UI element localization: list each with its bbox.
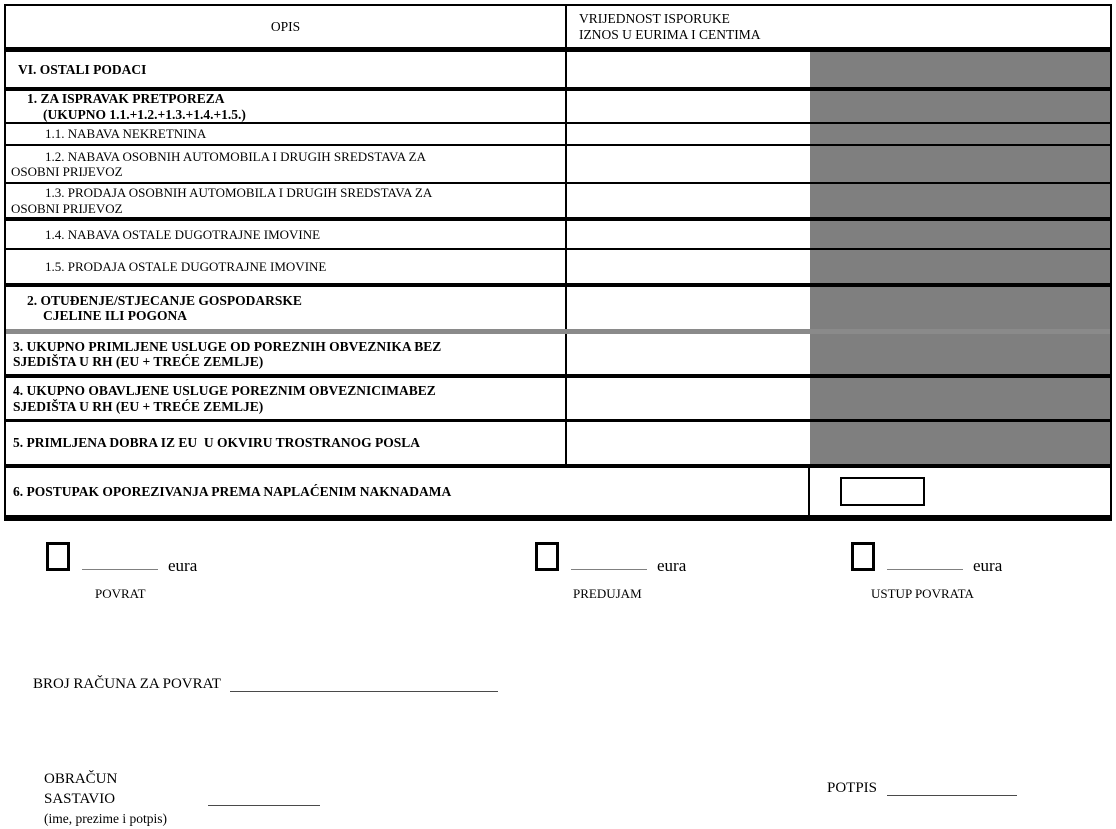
value-cell-4[interactable] (567, 378, 810, 419)
shaded-cell (810, 378, 1110, 419)
row-label-3: 3. UKUPNO PRIMLJENE USLUGE OD POREZNIH OBVEZNIKA BEZ SJEDIŠTA U RH (EU + TREĆE ZEMLJE) (6, 334, 567, 374)
header-value-line2: IZNOS U EURIMA I CENTIMA (579, 26, 761, 42)
advance-group (535, 542, 686, 602)
header-value-line1: VRIJEDNOST ISPORUKE (579, 10, 730, 26)
vat-other-data-table (4, 4, 1112, 521)
header-opis-label: OPIS (270, 18, 301, 34)
row-label-1-4: 1.4. NABAVA OSTALE DUGOTRAJNE IMOVINE (6, 221, 567, 248)
table-row (6, 378, 1110, 422)
povrat-unit-label: eura (168, 556, 198, 575)
table-row (6, 91, 1110, 124)
row6-value-box[interactable] (840, 477, 925, 506)
row-label-1-3: 1.3. PRODAJA OSOBNIH AUTOMOBILA I DRUGIH SREDSTAVA ZA OSOBNI PRIJEVOZ (6, 184, 567, 217)
row-label-2: 2. OTUĐENJE/STJECANJE GOSPODARSKE CJELINE ILI POGONA (6, 287, 567, 329)
table-row (6, 124, 1110, 146)
prepared-by-block (44, 770, 167, 829)
prepared-by-input-line[interactable] (208, 805, 320, 806)
shaded-cell (810, 124, 1110, 144)
table-row (6, 52, 1110, 91)
value-cell-1-3[interactable] (567, 184, 810, 217)
row-label-1-2: 1.2. NABAVA OSOBNIH AUTOMOBILA I DRUGIH SREDSTAVA ZA OSOBNI PRIJEVOZ (6, 146, 567, 182)
value-cell-2[interactable] (567, 287, 810, 329)
row-label-1-5: 1.5. PRODAJA OSTALE DUGOTRAJNE IMOVINE (6, 250, 567, 283)
shaded-cell (810, 334, 1110, 374)
value-cell-1[interactable] (567, 91, 810, 122)
header-opis (6, 6, 567, 47)
value-cell-1-5[interactable] (567, 250, 810, 283)
shaded-cell (810, 91, 1110, 122)
table-row (6, 221, 1110, 250)
value-cell-1-1[interactable] (567, 124, 810, 144)
row-label-5: 5. PRIMLJENA DOBRA IZ EU U OKVIRU TROSTRANOG POSLA (6, 422, 567, 464)
row-label-vi: VI. OSTALI PODACI (6, 52, 567, 87)
shaded-cell (810, 52, 1110, 87)
table-row (6, 334, 1110, 378)
prepared-by-line1: OBRAČUN (44, 771, 118, 787)
signature-row (827, 780, 1017, 797)
ustup-povrata-amount-line[interactable] (887, 569, 963, 570)
table-header-row (6, 6, 1110, 52)
shaded-cell (810, 184, 1110, 217)
table-row (6, 146, 1110, 184)
row-label-6: 6. POSTUPAK OPOREZIVANJA PREMA NAPLAĆENIM NAKNADAMA (6, 468, 810, 515)
predujam-amount-line[interactable] (571, 569, 647, 570)
value-cell-vi[interactable] (567, 52, 810, 87)
shaded-cell (810, 146, 1110, 182)
row-label-4: 4. UKUPNO OBAVLJENE USLUGE POREZNIM OBVEZNICIMABEZ SJEDIŠTA U RH (EU + TREĆE ZEMLJE) (6, 378, 567, 419)
shaded-cell (810, 422, 1110, 464)
shaded-cell (810, 221, 1110, 248)
refund-account-label: BROJ RAČUNA ZA POVRAT (33, 676, 221, 692)
ustup-povrata-label: USTUP POVRATA (871, 586, 974, 601)
table-row (6, 422, 1110, 468)
predujam-label: PREDUJAM (573, 586, 642, 601)
shaded-cell (810, 250, 1110, 283)
povrat-checkbox[interactable] (46, 542, 70, 571)
povrat-amount-line[interactable] (82, 569, 158, 570)
table-row (6, 468, 1110, 515)
predujam-checkbox[interactable] (535, 542, 559, 571)
table-row (6, 287, 1110, 334)
table-row (6, 184, 1110, 221)
row-label-1: 1. ZA ISPRAVAK PRETPOREZA (UKUPNO 1.1.+1.2.+1.3.+1.4.+1.5.) (6, 91, 567, 122)
prepared-by-note: (ime, prezime i potpis) (44, 811, 167, 826)
header-value-column (567, 6, 1110, 47)
signature-label: POTPIS (827, 780, 878, 796)
row6-value-column (810, 468, 1110, 515)
value-cell-5[interactable] (567, 422, 810, 464)
refund-group (46, 542, 197, 602)
value-cell-1-4[interactable] (567, 221, 810, 248)
row-label-1-1: 1.1. NABAVA NEKRETNINA (6, 124, 567, 144)
value-cell-1-2[interactable] (567, 146, 810, 182)
refund-assignment-group (851, 542, 1002, 602)
shaded-cell (810, 287, 1110, 329)
ustup-povrata-checkbox[interactable] (851, 542, 875, 571)
povrat-label: POVRAT (95, 586, 146, 601)
prepared-by-line2: SASTAVIO (44, 790, 116, 807)
value-cell-3[interactable] (567, 334, 810, 374)
refund-account-input-line[interactable] (230, 691, 498, 692)
signature-input-line[interactable] (887, 795, 1017, 796)
predujam-unit-label: eura (657, 556, 687, 575)
ustup-povrata-unit-label: eura (973, 556, 1003, 575)
table-row (6, 250, 1110, 287)
refund-account-row (33, 676, 498, 693)
